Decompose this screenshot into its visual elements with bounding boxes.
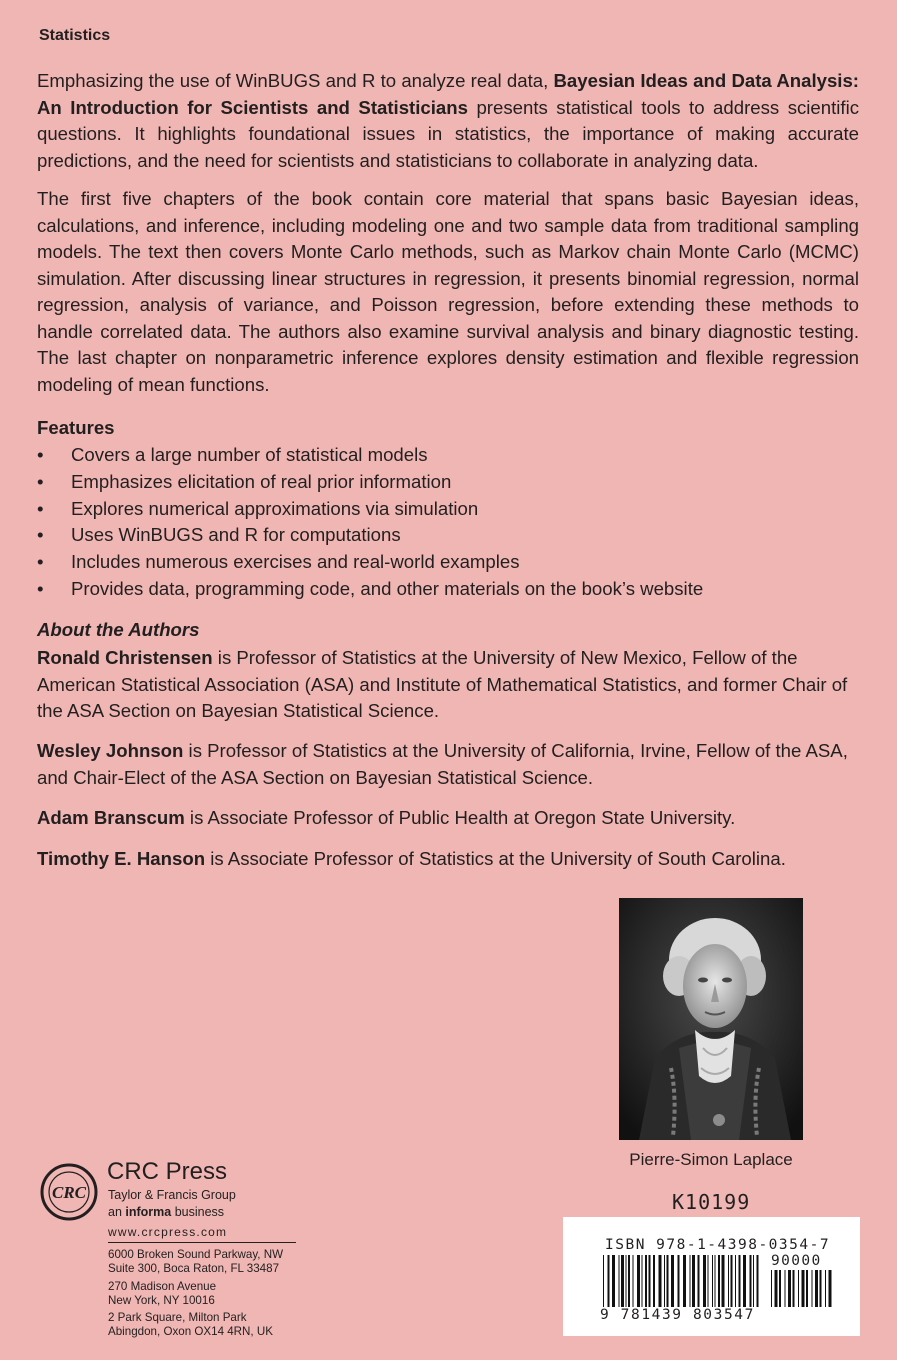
address-new-york bbox=[108, 1280, 216, 1308]
barcode-bar bbox=[692, 1255, 695, 1307]
description-intro: Emphasizing the use of WinBUGS and R to analyze real data, bbox=[37, 70, 554, 91]
barcode-bar bbox=[718, 1255, 720, 1307]
barcode-bar bbox=[739, 1255, 741, 1307]
barcode-bar bbox=[642, 1255, 643, 1307]
barcode-bar bbox=[664, 1255, 665, 1307]
barcode-bar bbox=[653, 1255, 655, 1307]
section-tag: Statistics bbox=[39, 27, 111, 44]
barcode-bar bbox=[793, 1270, 795, 1307]
author-name: Adam Branscum bbox=[37, 807, 185, 828]
address-line: Suite 300, Boca Raton, FL 33487 bbox=[108, 1262, 280, 1275]
barcode-bar bbox=[722, 1255, 725, 1307]
barcode-bar bbox=[649, 1255, 651, 1307]
features-list bbox=[37, 442, 703, 603]
crc-logo-text: CRC bbox=[51, 1183, 87, 1202]
address-line: 6000 Broken Sound Parkway, NW bbox=[108, 1248, 284, 1261]
barcode-bar bbox=[671, 1255, 674, 1307]
laplace-portrait bbox=[619, 898, 803, 1140]
product-code: K10199 bbox=[672, 1190, 751, 1214]
bullet-icon: • bbox=[37, 444, 44, 465]
barcode-bar bbox=[798, 1270, 799, 1307]
features-heading: Features bbox=[37, 417, 115, 438]
author-bio bbox=[37, 846, 859, 873]
barcode-bar bbox=[750, 1255, 752, 1307]
author-name: Ronald Christensen bbox=[37, 647, 213, 668]
author-bio-text: is Associate Professor of Public Health at Oregon State University. bbox=[184, 807, 736, 828]
barcode-bar bbox=[743, 1255, 746, 1307]
feature-item bbox=[37, 522, 703, 549]
barcode-bar bbox=[825, 1270, 826, 1307]
publisher-name: CRC Press bbox=[107, 1158, 228, 1185]
feature-text: Emphasizes elicitation of real prior information bbox=[71, 470, 452, 492]
barcode-bar bbox=[683, 1255, 686, 1307]
barcode-bar bbox=[829, 1270, 832, 1307]
barcode-bar bbox=[645, 1255, 647, 1307]
barcode-bar bbox=[637, 1255, 640, 1307]
feature-item bbox=[37, 496, 703, 523]
barcode-bar bbox=[753, 1255, 754, 1307]
address-line: 2 Park Square, Milton Park bbox=[108, 1311, 247, 1324]
barcode-number: 9 781439 803547 bbox=[600, 1307, 755, 1323]
barcode-bar bbox=[708, 1255, 709, 1307]
barcode-bar bbox=[628, 1255, 630, 1307]
barcode-bar bbox=[619, 1255, 620, 1307]
author-name: Wesley Johnson bbox=[37, 740, 184, 761]
barcode-bar bbox=[728, 1255, 729, 1307]
bullet-icon: • bbox=[37, 470, 44, 492]
author-bio-text: is Professor of Statistics at the University of California, Irvine, Fellow of the ASA, and Chair-Elect of the ASA Section on Bayesian Statistical Science. bbox=[37, 740, 848, 788]
address-line: Abingdon, Oxon OX14 4RN, UK bbox=[108, 1325, 273, 1338]
portrait-caption: Pierre-Simon Laplace bbox=[629, 1150, 793, 1169]
business-prefix: an bbox=[108, 1205, 126, 1219]
publisher-url: www.crcpress.com bbox=[108, 1225, 228, 1239]
feature-item bbox=[37, 442, 703, 469]
feature-text: Includes numerous exercises and real-world examples bbox=[71, 551, 520, 573]
barcode-bar bbox=[806, 1270, 808, 1307]
barcode-bar bbox=[608, 1255, 610, 1307]
business-suffix: business bbox=[171, 1205, 225, 1219]
crc-logo-icon bbox=[40, 1163, 98, 1221]
barcode-bar bbox=[788, 1270, 791, 1307]
barcode-bar bbox=[659, 1255, 662, 1307]
publisher-divider bbox=[108, 1242, 296, 1243]
feature-text: Uses WinBUGS and R for computations bbox=[71, 524, 401, 546]
description-rest: presents statistical tools to address scientific questions. It highlights foundational issues in statistics, the importance of making accurate predictions, and the need for scientists and statisticians to collaborate in analyzing data. bbox=[37, 96, 859, 171]
portrait-illustration bbox=[619, 898, 803, 1140]
feature-text: Provides data, programming code, and other materials on the book’s website bbox=[71, 577, 704, 599]
barcode-bar bbox=[775, 1270, 778, 1307]
isbn-barcode bbox=[603, 1255, 763, 1307]
book-title: Bayesian Ideas and Data Analysis: An Introduction for Scientists and Statisticians bbox=[37, 70, 859, 118]
author-bio-text: is Associate Professor of Statistics at the University of South Carolina. bbox=[205, 848, 786, 869]
address-abingdon bbox=[108, 1311, 273, 1339]
barcode-bar bbox=[712, 1255, 713, 1307]
about-authors-heading: About the Authors bbox=[37, 619, 200, 640]
informa-wordmark: informa bbox=[125, 1205, 172, 1219]
author-bio-text: is Professor of Statistics at the University of New Mexico, Fellow of the American Statistical Association (ASA) and Institute of Mathematical Statistics, and former Chair of the ASA Section on Bayesian Statistical Science. bbox=[37, 647, 848, 721]
barcode-bar bbox=[715, 1255, 716, 1307]
bullet-icon: • bbox=[37, 524, 44, 546]
barcode-bar bbox=[802, 1270, 805, 1307]
addon-barcode bbox=[771, 1270, 835, 1307]
publisher-group: Taylor & Francis Group bbox=[108, 1188, 236, 1202]
contents-paragraph: The first five chapters of the book contain core material that spans basic Bayesian ideas, calculations, and inference, including modeling one and two sample data from traditional sampling models. The text then covers Monte Carlo methods, such as Markov chain Monte Carlo (MCMC) simulation. After discussing linear structures in regression, it presents binomial regression, normal regression, analysis of variance, and Poisson regression, before extending these methods to handle correlated data. The authors also examine survival analysis and binary diagnostic testing. The last chapter on nonparametric inference explores density estimation and flexible regression modeling of mean functions. bbox=[37, 188, 859, 395]
address-boca-raton bbox=[108, 1248, 283, 1276]
barcode-bar bbox=[667, 1255, 669, 1307]
barcode-bar bbox=[820, 1270, 822, 1307]
barcode-bar bbox=[626, 1255, 627, 1307]
author-bio bbox=[37, 805, 859, 832]
barcode-bar bbox=[731, 1255, 733, 1307]
barcode-bar bbox=[603, 1255, 604, 1307]
address-line: New York, NY 10016 bbox=[108, 1294, 215, 1307]
feature-text: Covers a large number of statistical models bbox=[71, 444, 428, 465]
barcode-bar bbox=[735, 1255, 736, 1307]
bullet-icon: • bbox=[37, 577, 44, 599]
publisher-business bbox=[108, 1205, 224, 1219]
isbn-text: ISBN 978-1-4398-0354-7 bbox=[605, 1237, 831, 1253]
feature-text: Explores numerical approximations via simulation bbox=[71, 497, 479, 519]
bullet-icon: • bbox=[37, 497, 44, 519]
price-addon-number: 90000 bbox=[771, 1253, 822, 1269]
feature-item bbox=[37, 576, 703, 603]
barcode-bar bbox=[779, 1270, 781, 1307]
author-bio bbox=[37, 738, 859, 791]
address-line: 270 Madison Avenue bbox=[108, 1280, 217, 1293]
bullet-icon: • bbox=[37, 551, 44, 573]
barcode-bar bbox=[690, 1255, 691, 1307]
barcode-bar bbox=[612, 1255, 615, 1307]
barcode-bar bbox=[621, 1255, 624, 1307]
barcode-bar bbox=[785, 1270, 786, 1307]
author-name: Timothy E. Hanson bbox=[37, 848, 206, 869]
author-bio bbox=[37, 645, 859, 725]
barcode-bar bbox=[771, 1270, 772, 1307]
feature-item bbox=[37, 469, 703, 496]
barcode-bar bbox=[633, 1255, 634, 1307]
barcode-bar bbox=[678, 1255, 680, 1307]
feature-item bbox=[37, 549, 703, 576]
barcode-bar bbox=[698, 1255, 700, 1307]
barcode-bar bbox=[812, 1270, 813, 1307]
barcode-bar bbox=[703, 1255, 706, 1307]
description-paragraph bbox=[37, 68, 859, 174]
barcode-bar bbox=[815, 1270, 818, 1307]
barcode-bar bbox=[757, 1255, 759, 1307]
